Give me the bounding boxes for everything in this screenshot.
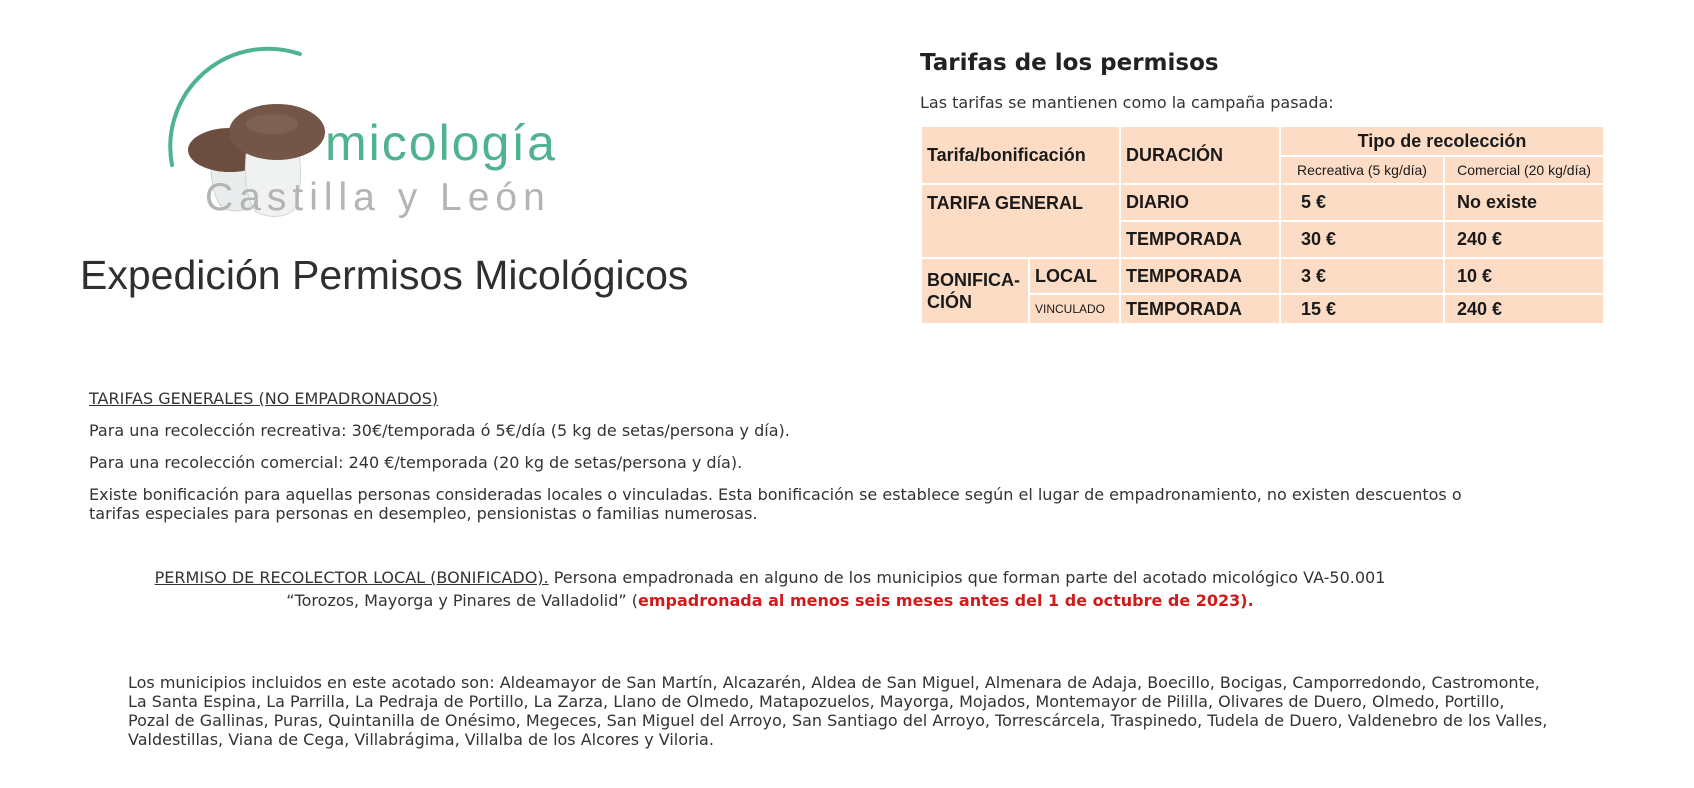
header-recreativa: Recreativa (5 kg/día) — [1280, 156, 1444, 184]
row-comercial: 240 € — [1444, 294, 1604, 324]
tarifas-title: Tarifas de los permisos — [920, 50, 1219, 76]
row-duracion: TEMPORADA — [1120, 258, 1280, 294]
tarifas-table — [920, 125, 1605, 325]
row-recreativa: 30 € — [1280, 221, 1444, 258]
header-comercial: Comercial (20 kg/día) — [1444, 156, 1604, 184]
local-label: LOCAL — [1029, 258, 1120, 294]
local-permit-text-2: “Torozos, Mayorga y Pinares de Valladolid” ( — [286, 591, 638, 610]
row-recreativa: 3 € — [1280, 258, 1444, 294]
tarifas-subtitle: Las tarifas se mantienen como la campaña pasada: — [920, 93, 1334, 112]
table-row — [921, 258, 1604, 294]
table-header-row — [921, 126, 1604, 156]
row-duracion: TEMPORADA — [1120, 294, 1280, 324]
paragraph-comercial: Para una recolección comercial: 240 €/temporada (20 kg de setas/persona y día). — [89, 453, 743, 472]
tarifa-general-label: TARIFA GENERAL — [921, 184, 1120, 258]
logo-region: Castilla y León — [205, 176, 551, 219]
municipios-paragraph: Los municipios incluidos en este acotado son: Aldeamayor de San Martín, Alcazarén, Aldea de San Miguel, Almenara de Adaja, Boecillo, Bocigas, Camporredondo, Castromonte, La Santa Espina, La Parrilla, La Pedraja de Portillo, La Zarza, Llano de Olmedo, Matapozuelos, Mayorga, Mojados, Montemayor de Pililla, Olivares de Duero, Olmedo, Portillo, Pozal de Gallinas, Puras, Quintanilla de Onésimo, Megeces, San Miguel del Arroyo, San Santiago del Arroyo, Torrescárcela, Traspinedo, Tudela de Duero, Valdenebro de los Valles, Valdestillas, Viana de Cega, Villabrágima, Villalba de los Alcores y Viloria. — [128, 673, 1548, 749]
brand-logo[interactable] — [160, 40, 580, 230]
logo-wordmark: micología — [325, 115, 557, 171]
local-permit-block — [140, 566, 1400, 612]
paragraph-bonificacion: Existe bonificación para aquellas personas consideradas locales o vinculadas. Esta bonificación se establece según el lugar de empadronamiento, no existen descuentos o tarifas especiales para personas en desempleo, pensionistas o familias numerosas. — [89, 485, 1462, 523]
row-comercial: 10 € — [1444, 258, 1604, 294]
header-duracion: DURACIÓN — [1120, 126, 1280, 184]
bonificacion-label: BONIFICA-CIÓN — [921, 258, 1029, 324]
row-recreativa: 15 € — [1280, 294, 1444, 324]
row-comercial: 240 € — [1444, 221, 1604, 258]
local-permit-text: Persona empadronada en alguno de los municipios que forman parte del acotado micológico VA-50.001 — [548, 568, 1386, 587]
header-tarifa: Tarifa/bonificación — [921, 126, 1120, 184]
row-duracion: TEMPORADA — [1120, 221, 1280, 258]
section-heading: TARIFAS GENERALES (NO EMPADRONADOS) — [89, 389, 439, 408]
paragraph-recreativa: Para una recolección recreativa: 30€/temporada ó 5€/día (5 kg de setas/persona y día). — [89, 421, 790, 440]
page-title: Expedición Permisos Micológicos — [80, 252, 689, 298]
local-permit-link[interactable]: PERMISO DE RECOLECTOR LOCAL (BONIFICADO). — [154, 568, 549, 587]
vinculado-label: VINCULADO — [1029, 294, 1120, 324]
row-comercial: No existe — [1444, 184, 1604, 221]
local-permit-highlight: empadronada al menos seis meses antes del 1 de octubre de 2023). — [637, 591, 1254, 610]
table-row — [921, 184, 1604, 221]
row-duracion: DIARIO — [1120, 184, 1280, 221]
header-tipo: Tipo de recolección — [1280, 126, 1604, 156]
row-recreativa: 5 € — [1280, 184, 1444, 221]
